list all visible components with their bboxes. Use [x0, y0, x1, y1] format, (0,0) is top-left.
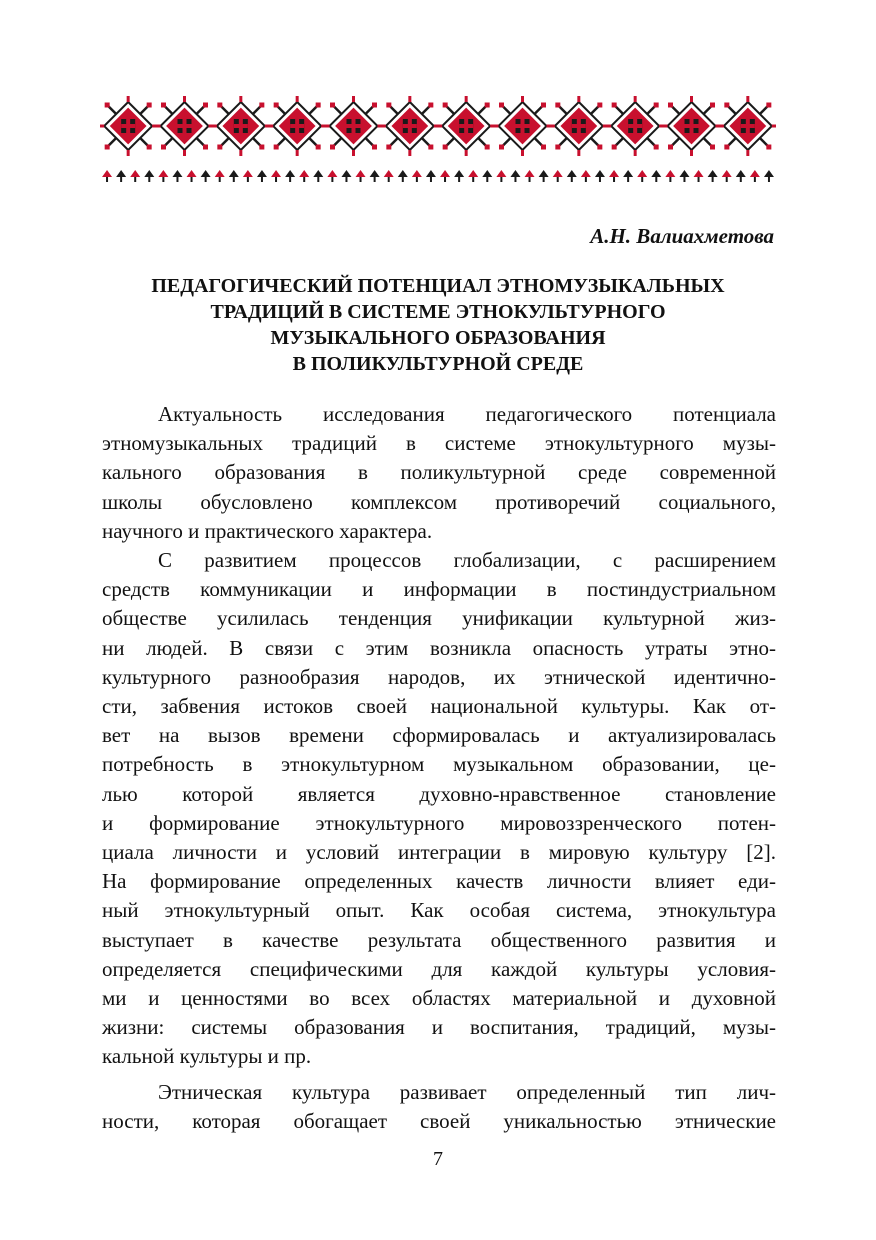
- ornament-small-icon: [313, 170, 323, 182]
- title-line: ПЕДАГОГИЧЕСКИЙ ПОТЕНЦИАЛ ЭТНОМУЗЫКАЛЬНЫХ: [151, 275, 725, 297]
- author-name: А.Н. Валиахметова: [590, 224, 774, 248]
- ornament-small-icon: [651, 170, 661, 182]
- article-title: [100, 273, 776, 377]
- text-line: сти, забвения истоков своей национальной культуры. Как от-: [102, 694, 776, 719]
- ornament-small-icon: [215, 170, 225, 182]
- paragraph-3: [102, 1078, 776, 1136]
- title-line: В ПОЛИКУЛЬТУРНОЙ СРЕДЕ: [292, 353, 584, 375]
- text-line: ный этнокультурный опыт. Как особая система, этнокультура: [102, 898, 776, 923]
- ornament-small-icon: [243, 170, 253, 182]
- text-line: школы обусловлено комплексом противоречий социального,: [102, 489, 776, 514]
- ornament-small-icon: [609, 170, 619, 182]
- text-line: жизни: системы образования и воспитания, традиций, музы-: [102, 1015, 776, 1040]
- ornament-small-icon: [341, 170, 351, 182]
- ornament-small-icon: [637, 170, 647, 182]
- ornament-motif-icon: [718, 96, 776, 156]
- ornament-small-icon: [229, 170, 239, 182]
- ornament-small-icon: [299, 170, 309, 182]
- article-body: [102, 400, 776, 1136]
- ornament-motif-icon: [662, 96, 722, 156]
- ornament-small-icon: [271, 170, 281, 182]
- ornament-small-icon: [172, 170, 182, 182]
- text-line: вет на вызов времени сформировалась и актуализировалась: [102, 723, 776, 748]
- ornament-motif-icon: [267, 96, 327, 156]
- text-line: этномузыкальных традиций в системе этнокультурного музы-: [102, 431, 776, 456]
- ornament-small-icon: [623, 170, 633, 182]
- ornament-small-icon: [412, 170, 422, 182]
- ornament-small-icon: [440, 170, 450, 182]
- ornament-small-icon: [327, 170, 337, 182]
- ornament-small-icon: [426, 170, 436, 182]
- text-line: кальной культуры и пр.: [102, 1044, 312, 1069]
- ornament-small-icon: [694, 170, 704, 182]
- text-line: ми и ценностями во всех областях материальной и духовной: [102, 986, 776, 1011]
- ornament-small-icon: [370, 170, 380, 182]
- ornament-small-icon: [553, 170, 563, 182]
- ornament-small-icon: [398, 170, 408, 182]
- text-line: средств коммуникации и информации в постиндустриальном: [102, 577, 776, 602]
- ornament-small-icon: [116, 170, 126, 182]
- ornament-motif-icon: [100, 96, 158, 156]
- text-line: Актуальность исследования педагогического потенциала: [158, 402, 776, 426]
- page-number: 7: [433, 1148, 443, 1170]
- ornament-small-icon: [679, 170, 689, 182]
- ornament-small-icon: [708, 170, 718, 182]
- ornament-motif-icon: [324, 96, 384, 156]
- text-line: научного и практического характера.: [102, 518, 433, 543]
- text-line: определяется специфическими для каждой культуры условия-: [102, 956, 776, 981]
- ornament-small-icon: [581, 170, 591, 182]
- folk-ornament-border: [100, 94, 776, 190]
- ornament-small-icon: [750, 170, 760, 182]
- text-line: С развитием процессов глобализации, с расширением: [158, 548, 776, 573]
- ornament-small-icon: [665, 170, 675, 182]
- ornament-motif-icon: [605, 96, 665, 156]
- text-line: На формирование определенных качеств личности влияет еди-: [102, 869, 776, 894]
- ornament-small-icon: [285, 170, 295, 182]
- text-line: ни людей. В связи с этим возникла опасность утраты этно-: [102, 635, 776, 660]
- ornament-small-icon: [454, 170, 464, 182]
- ornament-small-icon: [384, 170, 394, 182]
- paragraph-2: [102, 546, 776, 1072]
- title-line: МУЗЫКАЛЬНОГО ОБРАЗОВАНИЯ: [270, 327, 606, 349]
- ornament-small-icon: [130, 170, 140, 182]
- ornament-small-icon: [539, 170, 549, 182]
- ornament-small-icon: [144, 170, 154, 182]
- text-line: обществе усилилась тенденция унификации культурной жиз-: [102, 606, 776, 631]
- text-line: кального образования в поликультурной среде современной: [102, 460, 776, 485]
- title-line: ТРАДИЦИЙ В СИСТЕМЕ ЭТНОКУЛЬТУРНОГО: [210, 301, 666, 323]
- text-line: выступает в качестве результата общественного развития и: [102, 927, 776, 952]
- paragraph-1: [102, 400, 776, 546]
- ornament-small-icon: [257, 170, 267, 182]
- text-line: циала личности и условий интеграции в мировую культуру [2].: [102, 840, 776, 865]
- ornament-motif-icon: [211, 96, 271, 156]
- text-line: Этническая культура развивает определенный тип лич-: [158, 1079, 776, 1104]
- ornament-motif-icon: [493, 96, 553, 156]
- ornament-small-icon: [187, 170, 197, 182]
- ornament-small-icon: [595, 170, 605, 182]
- ornament-small-icon: [482, 170, 492, 182]
- ornament-small-icon: [510, 170, 520, 182]
- ornament-small-icon: [496, 170, 506, 182]
- text-line: лью которой является духовно-нравственное становление: [102, 781, 776, 806]
- ornament-small-icon: [525, 170, 535, 182]
- ornament-small-icon: [567, 170, 577, 182]
- text-line: ности, которая обогащает своей уникальностью этнические: [102, 1108, 776, 1133]
- text-line: потребность в этнокультурном музыкальном образовании, це-: [102, 752, 776, 777]
- ornament-small-icon: [102, 170, 112, 182]
- text-line: и формирование этнокультурного мировоззренческого потен-: [102, 810, 776, 835]
- ornament-motif-icon: [380, 96, 440, 156]
- ornament-motif-icon: [155, 96, 215, 156]
- ornament-motif-icon: [436, 96, 496, 156]
- ornament-small-icon: [736, 170, 746, 182]
- ornament-small-icon: [468, 170, 478, 182]
- text-line: культурного разнообразия народов, их этнической идентично-: [102, 664, 776, 689]
- ornament-small-icon: [201, 170, 211, 182]
- ornament-small-icon: [158, 170, 168, 182]
- ornament-motif-icon: [549, 96, 609, 156]
- ornament-small-icon: [764, 170, 774, 182]
- ornament-small-icon: [722, 170, 732, 182]
- ornament-small-icon: [356, 170, 366, 182]
